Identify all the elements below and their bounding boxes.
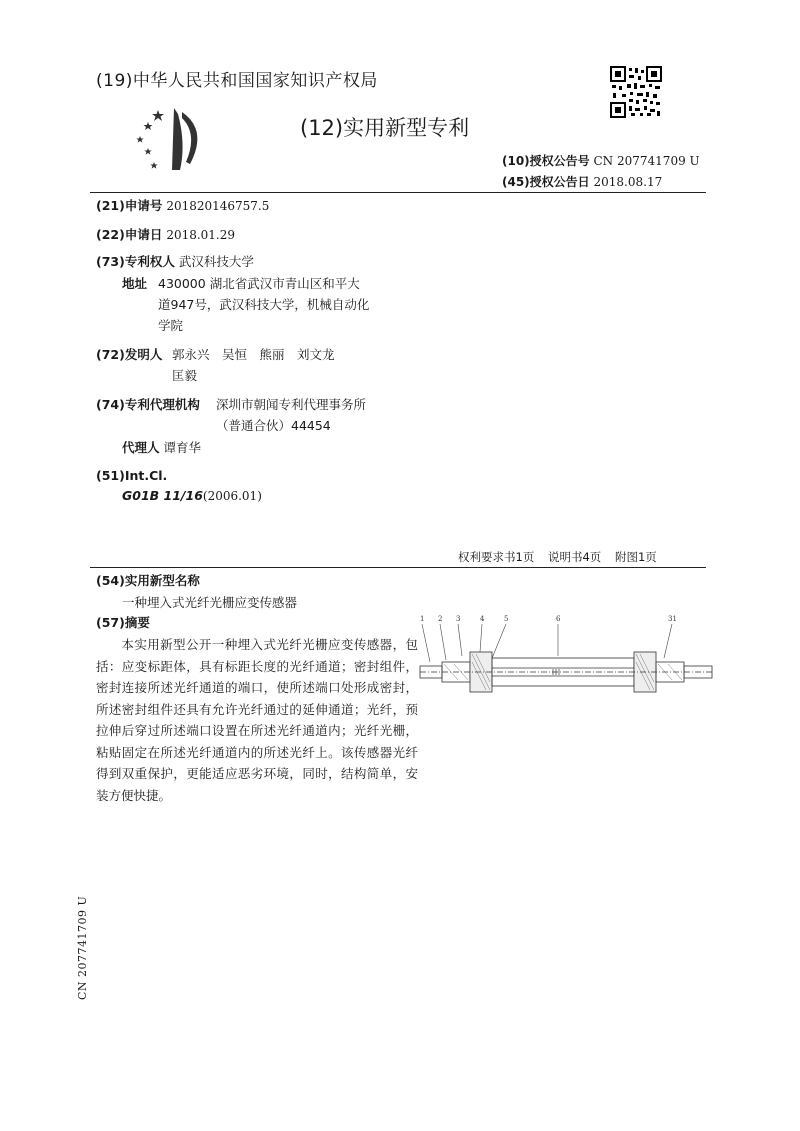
abstract-body: 本实用新型公开一种埋入式光纤光栅应变传感器，包括：应变标距体，具有标距长度的光纤通道；密封组件，密封连接所述光纤通道的端口，使所述端口处形成密封，所述密封组件还具有允许光纤通过的延伸通道；光纤，预拉伸后穿过所述端口设置在所述光纤通道内；光纤光栅，粘贴固定在所述光纤通道内的所述光纤上。该传感器光纤得到双重保护，更能适应恶劣环境，同时，结构简单，安装方便快捷。 <box>96 637 418 803</box>
address-line: 道947号，武汉科技大学，机械自动化 <box>158 297 370 312</box>
agency-label-wrap <box>96 394 200 415</box>
inventors-label-wrap <box>96 344 162 365</box>
application-number-value: 201820146757.5 <box>166 199 270 213</box>
address-line: 学院 <box>158 318 184 333</box>
application-date-value: 2018.01.29 <box>166 228 236 242</box>
patentee-value: 武汉科技大学 <box>178 254 254 269</box>
title-label: (54)实用新型名称 <box>96 573 200 588</box>
intcl-class-row <box>122 485 262 507</box>
patentee-label: (73)专利权人 <box>96 254 175 269</box>
abstract-divider <box>90 567 706 568</box>
address-label: 地址 <box>122 276 148 291</box>
page-counts <box>458 549 657 565</box>
sensor-drawing <box>418 612 718 702</box>
publication-number-row <box>502 152 700 169</box>
agency-line: （普通合伙）44454 <box>216 418 331 433</box>
figure-label: 4 <box>480 615 485 623</box>
utility-model-title: 一种埋入式光纤光栅应变传感器 <box>122 595 298 610</box>
figure-label: 1 <box>420 615 425 623</box>
description-pages: 说明书4页 <box>547 550 602 564</box>
publication-date-label: (45)授权公告日 <box>502 175 590 189</box>
inventors-line: 郭永兴 吴恒 熊丽 刘文龙 <box>172 347 335 362</box>
agent-row <box>122 437 201 458</box>
address-label-wrap <box>122 273 147 294</box>
publication-number-label: (10)授权公告号 <box>502 154 590 168</box>
intcl-label: (51)Int.Cl. <box>96 468 168 483</box>
patentee-row <box>96 251 254 272</box>
application-date-label: (22)申请日 <box>96 227 163 242</box>
document-type: (12)实用新型专利 <box>300 116 470 140</box>
abstract-text <box>96 634 418 806</box>
agency-block <box>216 394 366 436</box>
figure-label: 5 <box>504 615 509 623</box>
agent-value: 谭育华 <box>163 440 202 455</box>
address-line: 430000 湖北省武汉市青山区和平大 <box>158 276 360 291</box>
intcl-row <box>96 465 167 486</box>
inventors-block <box>172 344 335 386</box>
agent-label: 代理人 <box>122 440 160 455</box>
address-block <box>158 273 369 336</box>
title-label-wrap <box>96 570 200 591</box>
publication-date-value: 2018.08.17 <box>593 175 663 189</box>
application-date-row <box>96 224 235 246</box>
header-divider <box>90 192 706 193</box>
agency-line: 深圳市朝闻专利代理事务所 <box>216 397 367 412</box>
publication-number-value: CN 207741709 U <box>593 154 700 168</box>
abstract-label: (57)摘要 <box>96 615 150 630</box>
cnipa-logo-icon <box>128 104 214 176</box>
agency-label: (74)专利代理机构 <box>96 397 200 412</box>
figure-label: 6 <box>556 615 561 623</box>
inventors-line: 匡毅 <box>172 368 198 383</box>
qr-code-icon <box>610 66 662 118</box>
drawings-pages: 附图1页 <box>614 550 657 564</box>
intcl-class: G01B 11/16 <box>122 488 203 503</box>
intcl-year: (2006.01) <box>202 489 262 503</box>
figure-label: 3 <box>456 615 461 623</box>
side-publication-number: CN 207741709 U <box>76 895 89 1000</box>
claims-pages: 权利要求书1页 <box>458 550 535 564</box>
inventors-label: (72)发明人 <box>96 347 163 362</box>
publication-date-row <box>502 173 662 190</box>
abstract-label-wrap <box>96 612 150 633</box>
figure-label: 2 <box>438 615 443 623</box>
application-number-row <box>96 195 269 217</box>
figure-label: 31 <box>668 615 677 623</box>
office-name: (19)中华人民共和国国家知识产权局 <box>96 71 378 91</box>
application-number-label: (21)申请号 <box>96 198 163 213</box>
